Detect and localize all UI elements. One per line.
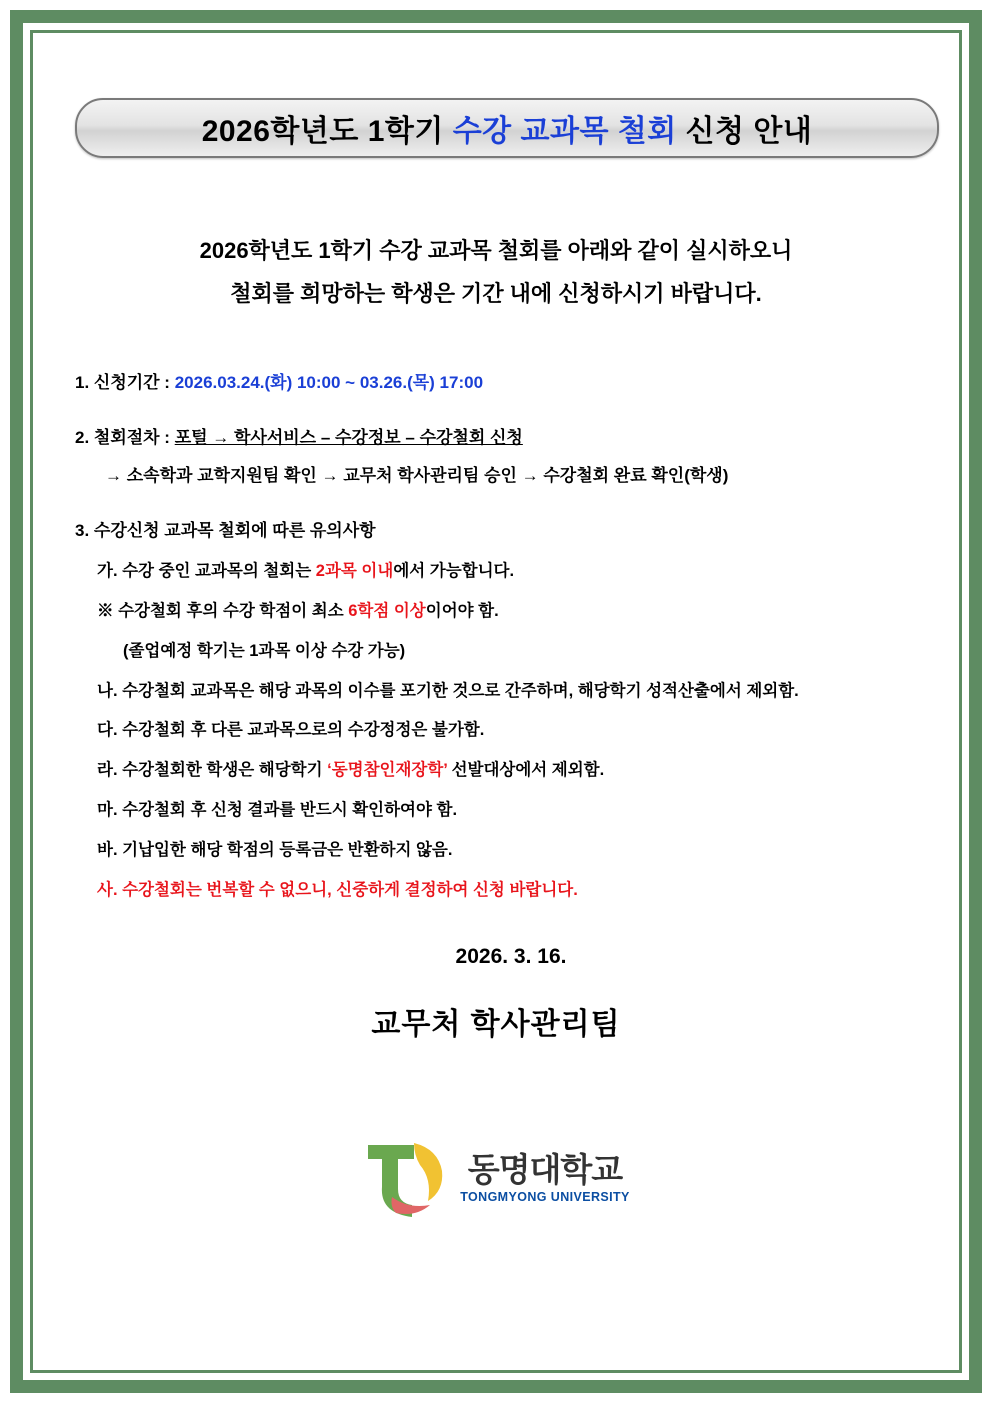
note-da: 다. 수강철회 후 다른 교과목으로의 수강정정은 불가함.	[97, 721, 485, 740]
note-ra-post: 선발대상에서 제외함.	[447, 761, 605, 780]
logo-symbol-icon	[362, 1139, 448, 1217]
section-procedure	[75, 425, 917, 488]
logo-wordmark	[460, 1150, 630, 1204]
section-application-period	[75, 370, 917, 396]
section-2-continuation: → 소속학과 교학지원팀 확인 → 교무처 학사관리팀 승인 → 수강철회 완료 확인(학생)	[105, 465, 729, 485]
issue-date: 2026. 3. 16.	[455, 945, 567, 969]
intro-line-1: 2026학년도 1학기 수강 교과목 철회를 아래와 같이 실시하오니	[199, 238, 793, 263]
note-sa: 사. 수강철회는 번복할 수 없으니, 신중하게 결정하여 신청 바랍니다.	[97, 881, 578, 900]
intro-paragraph	[75, 230, 917, 316]
note-ra-highlight: ‘동명참인재장학’	[327, 761, 448, 780]
note-ma: 마. 수강철회 후 신청 결과를 반드시 확인하여야 함.	[97, 801, 458, 820]
logo-name-ko: 동명대학교	[467, 1150, 623, 1188]
title-lead: 2026학년도 1학기	[201, 115, 453, 148]
section-2-value: 포털 → 학사서비스 – 수강정보 – 수강철회 신청	[174, 428, 523, 448]
section-notes	[75, 518, 917, 903]
note-asterisk-pre: ※ 수강철회 후의 수강 학점이 최소	[97, 601, 349, 620]
page-title	[202, 106, 813, 150]
note-asterisk-highlight: 6학점 이상	[348, 601, 426, 620]
section-2-label: 2. 철회절차 :	[75, 428, 175, 448]
note-ba: 바. 기납입한 해당 학점의 등록금은 반환하지 않음.	[97, 841, 453, 860]
university-logo	[75, 1139, 917, 1217]
intro-line-2: 철회를 희망하는 학생은 기간 내에 신청하시기 바랍니다.	[230, 280, 762, 306]
note-asterisk-post: 이어야 함.	[425, 601, 499, 620]
title-banner	[75, 98, 939, 158]
section-3-label: 3. 수강신청 교과목 철회에 따른 유의사항	[75, 521, 376, 541]
note-ga-highlight: 2과목 이내	[315, 561, 394, 580]
note-ra-pre: 라. 수강철회한 학생은 해당학기	[97, 761, 328, 780]
note-graduation: (졸업예정 학기는 1과목 이상 수강 가능)	[123, 641, 406, 660]
section-1-label: 1. 신청기간 :	[75, 372, 175, 392]
note-ga	[75, 560, 917, 584]
logo-name-en: TONGMYONG UNIVERSITY	[460, 1189, 630, 1204]
title-highlight: 수강 교과목 철회	[452, 115, 677, 148]
issuing-department: 교무처 학사관리팀	[371, 1008, 621, 1042]
note-ra	[75, 759, 917, 783]
note-ga-pre: 가. 수강 중인 교과목의 철회는	[97, 561, 316, 580]
note-ga-post: 에서 가능합니다.	[393, 561, 515, 580]
title-tail: 신청 안내	[676, 115, 813, 148]
section-1-value: 2026.03.24.(화) 10:00 ~ 03.26.(목) 17:00	[174, 372, 484, 392]
note-na: 나. 수강철회 교과목은 해당 과목의 이수를 포기한 것으로 간주하며, 해당학기 성적산출에서 제외함.	[97, 681, 799, 700]
notice-content	[33, 33, 959, 1370]
note-asterisk	[75, 600, 917, 624]
